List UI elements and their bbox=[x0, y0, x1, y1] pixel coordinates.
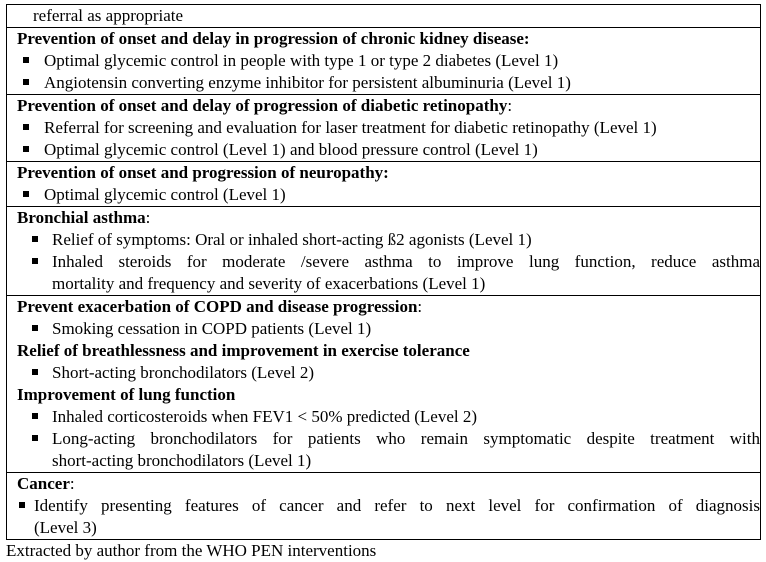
list-item: Relief of symptoms: Oral or inhaled short-acting ß2 agonists (Level 1) bbox=[17, 229, 760, 251]
section-neuropathy bbox=[7, 162, 761, 207]
section-heading: Prevention of onset and delay of progression of diabetic retinopathy: bbox=[17, 96, 513, 115]
bullet-icon bbox=[23, 57, 29, 63]
list-item: Optimal glycemic control (Level 1) bbox=[17, 184, 760, 206]
list-item: Long-acting bronchodilators for patients who remain symptomatic despite treatment with short-acting bronchodilators (Level 1) bbox=[17, 428, 760, 472]
list-item: Angiotensin converting enzyme inhibitor for persistent albuminuria (Level 1) bbox=[17, 72, 760, 94]
section-heading: Prevention of onset and delay in progression of chronic kidney disease: bbox=[17, 29, 530, 48]
bullet-icon bbox=[23, 79, 29, 85]
interventions-table bbox=[6, 4, 761, 540]
bullet-icon bbox=[32, 325, 38, 331]
list-item: Optimal glycemic control in people with type 1 or type 2 diabetes (Level 1) bbox=[17, 50, 760, 72]
list-item: Inhaled steroids for moderate /severe asthma to improve lung function, reduce asthma mortality and frequency and severity of exacerbations (Level 1) bbox=[17, 251, 760, 295]
subsection-heading: Relief of breathlessness and improvement in exercise tolerance bbox=[17, 341, 470, 360]
bullet-icon bbox=[32, 435, 38, 441]
bullet-icon bbox=[32, 369, 38, 375]
bullet-icon bbox=[23, 146, 29, 152]
bullet-icon bbox=[23, 124, 29, 130]
section-heading: Prevention of onset and progression of neuropathy: bbox=[17, 163, 389, 182]
bullet-icon bbox=[23, 191, 29, 197]
continuation-text: referral as appropriate bbox=[33, 6, 184, 25]
section-retinopathy bbox=[7, 95, 761, 162]
bullet-icon bbox=[19, 502, 25, 508]
section-cancer bbox=[7, 473, 761, 540]
bullet-icon bbox=[32, 258, 38, 264]
list-item: Short-acting bronchodilators (Level 2) bbox=[17, 362, 760, 384]
list-item: Optimal glycemic control (Level 1) and blood pressure control (Level 1) bbox=[17, 139, 760, 161]
subsection-heading: Improvement of lung function bbox=[17, 385, 236, 404]
list-item: Identify presenting features of cancer and refer to next level for confirmation of diagnosis (Level 3) bbox=[17, 495, 760, 539]
section-copd bbox=[7, 296, 761, 473]
section-heading: Cancer: bbox=[17, 474, 75, 493]
bullet-icon bbox=[32, 236, 38, 242]
footer-caption: Extracted by author from the WHO PEN interventions bbox=[6, 541, 377, 560]
continuation-row bbox=[7, 5, 761, 28]
list-item: Smoking cessation in COPD patients (Level 1) bbox=[17, 318, 760, 340]
list-item: Inhaled corticosteroids when FEV1 < 50% predicted (Level 2) bbox=[17, 406, 760, 428]
section-heading: Prevent exacerbation of COPD and disease progression: bbox=[17, 297, 423, 316]
section-asthma bbox=[7, 207, 761, 296]
bullet-icon bbox=[32, 413, 38, 419]
section-ckd bbox=[7, 28, 761, 95]
section-heading: Bronchial asthma: bbox=[17, 208, 151, 227]
list-item: Referral for screening and evaluation for laser treatment for diabetic retinopathy (Level 1) bbox=[17, 117, 760, 139]
